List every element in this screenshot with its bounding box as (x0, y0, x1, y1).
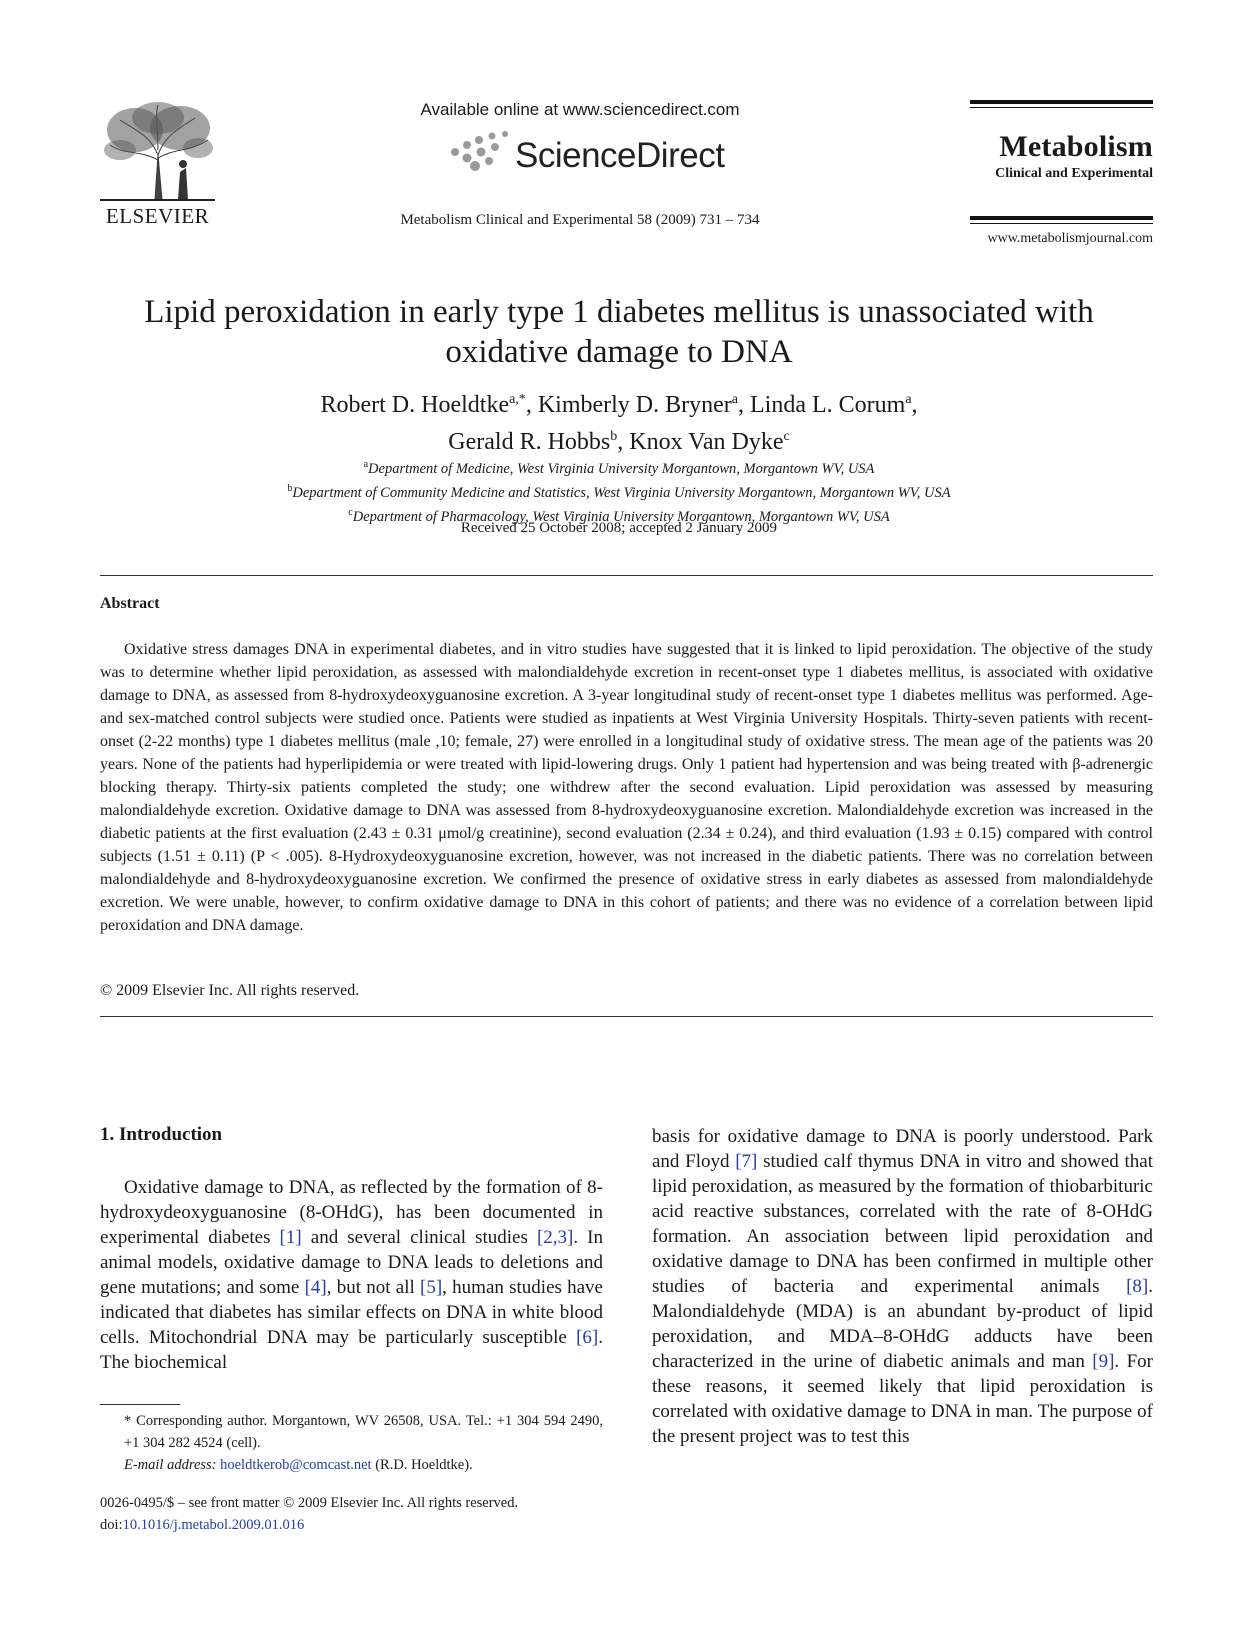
intro-paragraph-left (100, 1175, 603, 1375)
text-run: . For these reasons, it seemed likely that lipid peroxidation is correlated with oxidative damage to DNA in man. The purpose of the present project was to test this (652, 1351, 1153, 1447)
citation-link[interactable]: [8] (1126, 1276, 1149, 1297)
doi-link[interactable]: 10.1016/j.metabol.2009.01.016 (122, 1517, 305, 1533)
author-affil-marker: a (905, 392, 912, 407)
author-affil-marker: a,* (509, 392, 526, 407)
header-rule-bottom-thin (970, 223, 1153, 224)
author-name: Knox Van Dyke (629, 429, 784, 455)
email-label: E-mail address: (124, 1457, 217, 1473)
author-name: Gerald R. Hobbs (448, 429, 611, 455)
affiliation-marker: a (363, 459, 369, 470)
doi-line (100, 1514, 603, 1536)
abstract-body: Oxidative stress damages DNA in experimental diabetes, and in vitro studies have suggested that it is linked to lipid peroxidation. The objective of the study was to determine whether lipid peroxidation, as assessed with malondialdehyde excretion in recent-onset type 1 diabetes mellitus, is associated with oxidative damage to DNA, as assessed from 8-hydroxydeoxyguanosine excretion. A 3-year longitudinal study of recent-onset type 1 diabetes mellitus was performed. Age- and sex-matched control subjects were studied once. Patients were studied as inpatients at West Virginia University Hospitals. Thirty-seven patients with recent-onset (2-22 months) type 1 diabetes mellitus (male ,10; female, 27) were enrolled in a longitudinal study of oxidative stress. The mean age of the patients was 20 years. None of the patients had hyperlipidemia or were treated with lipid-lowering drugs. Only 1 patient had hypertension and was being treated with β-adrenergic blocking therapy. Thirty-six patients completed the study; one withdrew after the second evaluation. Lipid peroxidation was assessed by measuring malondialdehyde excretion. Oxidative damage to DNA was assessed from 8-hydroxydeoxyguanosine excretion. Malondialdehyde excretion was increased in the diabetic patients at the first evaluation (2.43 ± 0.31 μmol/g creatinine), second evaluation (2.34 ± 0.24), and third evaluation (1.93 ± 0.15) compared with control subjects (1.51 ± 0.11) (P < .005). 8-Hydroxydeoxyguanosine excretion, however, was not increased in the diabetic patients. There was no correlation between malondialdehyde and 8-hydroxydeoxyguanosine excretion. We confirmed the presence of oxidative stress in early diabetes as assessed from malondialdehyde excretion. We were unable, however, to confirm oxidative damage to DNA in this cohort of patients; and there was no evidence of a correlation between lipid peroxidation and DNA damage. (100, 641, 1153, 934)
author-name: Robert D. Hoeldtke (320, 392, 510, 418)
citation-link[interactable]: [5] (420, 1277, 443, 1298)
text-run: . The biochemical (100, 1327, 603, 1373)
journal-url[interactable]: www.metabolismjournal.com (987, 231, 1153, 246)
author-line-1 (90, 384, 1148, 421)
header-rule-top (970, 100, 1153, 104)
author-separator: , (617, 429, 630, 455)
affiliation-list (90, 455, 1148, 526)
text-run: studied calf thymus DNA in vitro and showed that lipid peroxidation, as measured by the formation of thiobarbituric acid reactive substances, correlated with the rate of 8-OHdG formation. An association between lipid peroxidation and oxidative damage to DNA has been confirmed in multiple other studies of bacteria and experimental animals (652, 1151, 1153, 1297)
text-run: basis for oxidative damage to DNA is poorly understood. Park and Floyd (652, 1126, 1153, 1172)
publisher-name: ELSEVIER (105, 204, 210, 228)
citation-link[interactable]: [2,3] (536, 1227, 574, 1248)
author-separator: , (738, 392, 750, 418)
text-run: , human studies have indicated that diabetes has similar effects on DNA in white blood cells. Mitochondrial DNA may be particularly susceptible (100, 1277, 603, 1348)
section-heading-introduction: 1. Introduction (100, 1124, 223, 1145)
text-run: . In animal models, oxidative damage to DNA leads to deletions and gene mutations; and some (100, 1227, 603, 1298)
author-separator: , (911, 392, 918, 418)
citation-link[interactable]: [1] (279, 1227, 302, 1248)
copyright-notice: © 2009 Elsevier Inc. All rights reserved. (100, 982, 360, 999)
journal-brand-subtitle: Clinical and Experimental (995, 166, 1153, 181)
text-run: Oxidative damage to DNA, as reflected by the formation of 8-hydroxydeoxyguanosine (8-OHdG), has been documented in experimental diabetes (100, 1177, 603, 1248)
affiliation-text: Department of Community Medicine and Statistics, West Virginia University Morgantown, Morgantown WV, USA (292, 484, 951, 501)
journal-citation: Metabolism Clinical and Experimental 58 (2009) 731 – 734 (400, 212, 760, 228)
author-name: Kimberly D. Bryner (537, 392, 732, 418)
right-column (652, 1124, 1153, 1449)
issn-line: 0026-0495/$ – see front matter © 2009 Elsevier Inc. All rights reserved. (100, 1495, 519, 1511)
sciencedirect-wordmark: ScienceDirect (515, 136, 725, 175)
email-link[interactable]: hoeldtkerob@comcast.net (220, 1457, 372, 1473)
affiliation (90, 455, 1148, 479)
received-dates: Received 25 October 2008; accepted 2 January 2009 (460, 520, 778, 536)
paper-title (90, 292, 1148, 372)
header-rule-bottom (970, 216, 1153, 220)
affiliation-marker: c (348, 506, 353, 518)
doi-label: doi: (100, 1517, 123, 1533)
affiliation-text: Department of Medicine, West Virginia University Morgantown, Morgantown WV, USA (368, 460, 875, 477)
journal-brand-title: Metabolism (999, 130, 1153, 163)
author-affil-marker: b (610, 429, 618, 444)
author-name: Linda L. Corum (750, 392, 906, 418)
citation-link[interactable]: [4] (304, 1277, 327, 1298)
text-run: and several clinical studies (301, 1227, 537, 1248)
email-line (100, 1454, 603, 1476)
intro-paragraph-right (652, 1124, 1153, 1449)
author-affil-marker: a (731, 392, 738, 407)
header-rule-top-thin (970, 107, 1153, 108)
text-run: , but not all (326, 1277, 421, 1298)
author-separator: , (525, 392, 538, 418)
abstract-heading: Abstract (100, 595, 160, 612)
affiliation-text: Department of Pharmacology, West Virginia University Morgantown, Morgantown WV, USA (352, 508, 890, 525)
author-affil-marker: c (783, 429, 790, 444)
affiliation-marker: b (287, 482, 293, 494)
citation-link[interactable]: [9] (1092, 1351, 1115, 1372)
affiliation (90, 479, 1148, 503)
author-line-2 (90, 421, 1148, 458)
corresponding-footnote (100, 1410, 603, 1476)
citation-link[interactable]: [6] (576, 1327, 599, 1348)
title-line-1: Lipid peroxidation in early type 1 diabetes mellitus is unassociated with (144, 294, 1094, 330)
corresponding-author: * Corresponding author. Morgantown, WV 26508, USA. Tel.: +1 304 594 2490, +1 304 282 4524 (cell). (124, 1413, 603, 1451)
footnote-rule (100, 1404, 180, 1405)
author-list (90, 384, 1148, 458)
text-run: . Malondialdehyde (MDA) is an abundant by-product of lipid peroxidation, and MDA–8-OHdG adducts have been characterized in the urine of diabetic animals and man (652, 1276, 1153, 1372)
email-suffix: (R.D. Hoeldtke). (371, 1457, 473, 1473)
citation-link[interactable]: [7] (735, 1151, 758, 1172)
front-matter (100, 1492, 603, 1536)
elsevier-tree-logo (100, 100, 215, 205)
abstract-top-rule (100, 575, 1153, 576)
title-line-2: oxidative damage to DNA (445, 334, 793, 370)
abstract-bottom-rule (100, 1016, 1153, 1017)
available-online-text: Available online at www.sciencedirect.com (420, 100, 740, 119)
